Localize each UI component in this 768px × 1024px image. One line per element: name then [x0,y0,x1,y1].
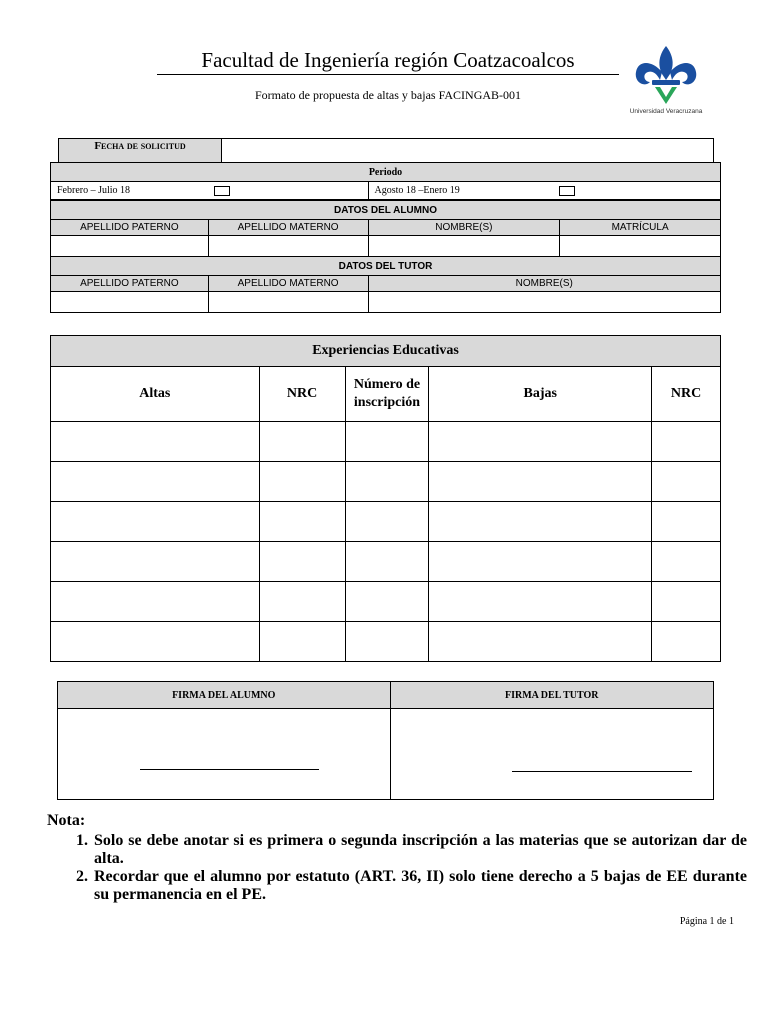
periodo-title: Periodo [51,163,721,182]
alumno-matricula-field[interactable] [560,236,721,257]
tutor-apellido-materno-field[interactable] [208,292,368,313]
altas-cell[interactable] [51,462,260,502]
col-nrc-altas: NRC [259,367,345,422]
table-row [51,462,721,502]
nrc-altas-cell[interactable] [259,582,345,622]
document-subtitle: Formato de propuesta de altas y bajas FACINGAB-001 [254,88,522,102]
nrc-bajas-cell[interactable] [652,542,721,582]
periodo-option-1[interactable] [51,182,369,201]
col-altas: Altas [51,367,260,422]
bajas-cell[interactable] [429,622,652,662]
nrc-bajas-cell[interactable] [652,422,721,462]
nota-title: Nota: [47,812,86,829]
nrc-bajas-cell[interactable] [652,582,721,622]
alumno-col-nombre: NOMBRE(S) [368,220,560,236]
document-title: Facultad de Ingeniería región Coatzacoalcos [201,48,575,72]
nota-item: 2. Recordar que el alumno por estatuto (ART. 36, II) solo tiene derecho a 5 bajas de EE durante su permanencia en el PE. [92,868,747,904]
bajas-cell[interactable] [429,422,652,462]
altas-cell[interactable] [51,582,260,622]
col-bajas: Bajas [429,367,652,422]
nota-section [47,812,747,904]
firma-tutor-label: FIRMA DEL TUTOR [390,682,714,709]
col-numero-inscripcion: Número de inscripción [345,367,429,422]
title-underline [157,74,619,75]
tutor-col-nombre: NOMBRE(S) [368,276,721,292]
alumno-nombre-field[interactable] [368,236,560,257]
page-number: Página 1 de 1 [679,916,734,927]
nota-item: 1. Solo se debe anotar si es primera o segunda inscripción a las materias que se autorizan dar de alta. [92,832,747,868]
alumno-apellido-paterno-field[interactable] [51,236,209,257]
alumno-col-apellido-materno: APELLIDO MATERNO [208,220,368,236]
bajas-cell[interactable] [429,542,652,582]
inscripcion-cell[interactable] [345,582,429,622]
nrc-bajas-cell[interactable] [652,622,721,662]
nota-list [47,832,747,904]
inscripcion-cell[interactable] [345,502,429,542]
altas-cell[interactable] [51,422,260,462]
periodo-option-2-checkbox[interactable] [559,186,575,196]
alumno-title: DATOS DEL ALUMNO [51,200,721,220]
tutor-col-apellido-paterno: APELLIDO PATERNO [51,276,209,292]
table-row [51,542,721,582]
firma-alumno-box[interactable] [58,709,391,800]
firma-alumno-line [140,769,319,770]
nrc-altas-cell[interactable] [259,622,345,662]
alumno-col-apellido-paterno: APELLIDO PATERNO [51,220,209,236]
fecha-table [58,138,714,163]
alumno-apellido-materno-field[interactable] [208,236,368,257]
tutor-col-apellido-materno: APELLIDO MATERNO [208,276,368,292]
bajas-cell[interactable] [429,462,652,502]
inscripcion-cell[interactable] [345,462,429,502]
firmas-table [57,681,714,800]
tutor-apellido-paterno-field[interactable] [51,292,209,313]
nrc-bajas-cell[interactable] [652,502,721,542]
fecha-field[interactable] [222,139,714,163]
nrc-bajas-cell[interactable] [652,462,721,502]
experiencias-title: Experiencias Educativas [51,336,721,367]
altas-cell[interactable] [51,542,260,582]
table-row [51,622,721,662]
altas-cell[interactable] [51,502,260,542]
inscripcion-cell[interactable] [345,422,429,462]
bajas-cell[interactable] [429,582,652,622]
firma-tutor-box[interactable] [390,709,714,800]
periodo-option-1-label: Febrero – Julio 18 [57,185,131,196]
firma-alumno-label: FIRMA DEL ALUMNO [58,682,391,709]
alumno-col-matricula: MATRÍCULA [560,220,721,236]
table-row [51,502,721,542]
tutor-nombre-field[interactable] [368,292,721,313]
nrc-altas-cell[interactable] [259,422,345,462]
datos-table [50,162,721,313]
nrc-altas-cell[interactable] [259,542,345,582]
experiencias-table [50,335,721,662]
col-nrc-bajas: NRC [652,367,721,422]
tutor-title: DATOS DEL TUTOR [51,257,721,276]
bajas-cell[interactable] [429,502,652,542]
table-row [51,582,721,622]
firma-tutor-line [512,771,692,772]
altas-cell[interactable] [51,622,260,662]
inscripcion-cell[interactable] [345,622,429,662]
periodo-option-2[interactable] [368,182,721,201]
fecha-label: Fecha de solicitud [59,139,222,163]
inscripcion-cell[interactable] [345,542,429,582]
periodo-option-2-label: Agosto 18 –Enero 19 [374,185,460,196]
nrc-altas-cell[interactable] [259,462,345,502]
logo-caption: Universidad Veracruzana [629,108,703,115]
table-row [51,422,721,462]
periodo-option-1-checkbox[interactable] [214,186,230,196]
nrc-altas-cell[interactable] [259,502,345,542]
